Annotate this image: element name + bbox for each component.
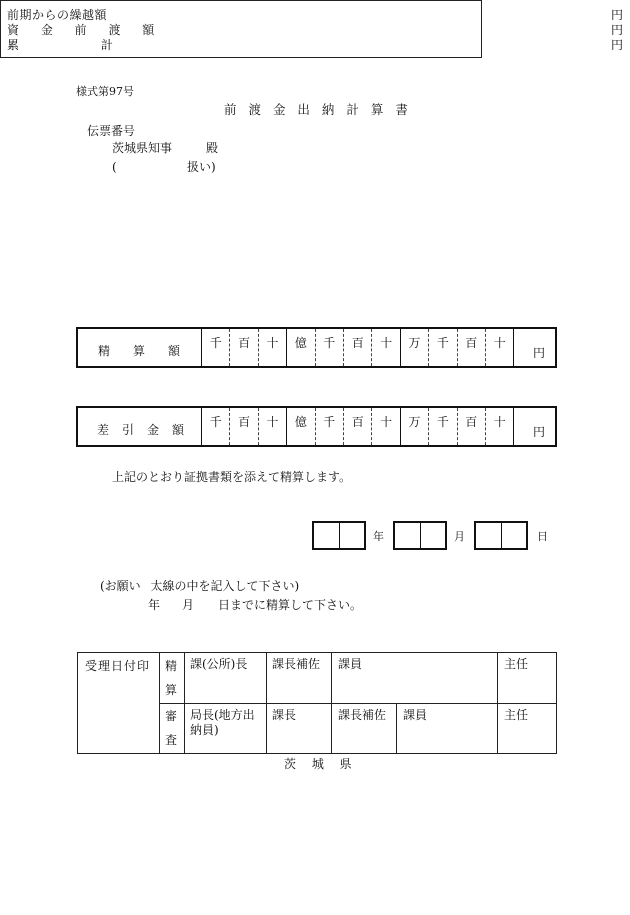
year-input-box[interactable]	[312, 521, 366, 550]
digit-cell[interactable]	[230, 408, 258, 445]
digit-unit-label: 十	[380, 336, 393, 350]
day-label: 日	[537, 530, 548, 543]
deputy-chief-label: 課長補佐	[272, 657, 321, 671]
settle-char: 算	[165, 683, 178, 697]
digit-unit-label: 千	[436, 336, 449, 350]
digit-cell[interactable]	[230, 329, 258, 366]
chief-label: 主任	[504, 708, 529, 722]
label-char: 引	[122, 423, 135, 437]
digit-unit-label: 億	[294, 336, 307, 350]
digit-cell[interactable]	[259, 329, 287, 366]
form-number: 様式第97号	[76, 85, 134, 98]
director-label: 局長(地方出	[190, 708, 255, 722]
digit-cell[interactable]	[429, 408, 457, 445]
staff-label: 課員	[338, 657, 363, 671]
advance-label: 資 金 前 渡 額	[7, 23, 164, 37]
digit-cell[interactable]	[458, 329, 486, 366]
digit-cell[interactable]	[401, 408, 429, 445]
chief-label: 主任	[504, 657, 529, 671]
deputy-chief-label: 課長補佐	[338, 708, 387, 722]
difference-amount-box	[76, 406, 557, 447]
deadline-year: 年	[148, 598, 161, 612]
digit-unit-label: 万	[408, 415, 421, 429]
carryover-label: 前期からの繰越額	[7, 8, 108, 22]
label-char: 額	[168, 344, 181, 358]
carryover-row	[7, 6, 623, 20]
honorific: 殿	[206, 141, 219, 155]
digit-cell[interactable]	[316, 329, 344, 366]
approval-table	[77, 652, 557, 754]
page-title: 前 渡 金 出 納 計 算 書	[224, 102, 412, 117]
yen-unit: 円	[532, 425, 545, 439]
digit-unit-label: 百	[238, 336, 251, 350]
digit-cell[interactable]	[372, 408, 400, 445]
digit-cell[interactable]	[287, 408, 315, 445]
digit-unit-label: 十	[380, 415, 393, 429]
cumulative-label: 累 計	[7, 38, 113, 52]
request-note: (お願い 太線の中を記入して下さい)	[100, 579, 300, 593]
label-char: 差	[97, 423, 110, 437]
digit-unit-label: 万	[408, 336, 421, 350]
digit-unit-label: 十	[493, 336, 506, 350]
digit-cell[interactable]	[486, 329, 514, 366]
digit-cell[interactable]	[287, 329, 315, 366]
advance-row	[7, 21, 623, 35]
label-char: 算	[133, 344, 146, 358]
digit-cell[interactable]	[344, 408, 372, 445]
deadline-text: 日までに精算して下さい。	[218, 598, 363, 612]
digit-unit-label: 千	[209, 336, 222, 350]
label-char: 額	[172, 423, 185, 437]
carryover-box	[0, 0, 623, 58]
footer-prefecture: 茨 城 県	[284, 757, 358, 771]
label-char: 精	[98, 344, 111, 358]
digit-cell[interactable]	[259, 408, 287, 445]
staff-label: 課員	[403, 708, 428, 722]
section-chief-label: 課長	[272, 708, 297, 722]
yen-unit: 円	[610, 8, 623, 22]
settlement-amount-box	[76, 327, 557, 368]
yen-unit: 円	[610, 38, 623, 52]
digit-cell[interactable]	[316, 408, 344, 445]
digit-unit-label: 千	[323, 336, 336, 350]
digit-unit-label: 十	[266, 336, 279, 350]
handler-close: 扱い)	[187, 160, 216, 174]
digit-cell[interactable]	[401, 329, 429, 366]
digit-cell[interactable]	[486, 408, 514, 445]
section-chief-label: 課(公所)長	[190, 657, 248, 671]
day-input-box[interactable]	[474, 521, 528, 550]
month-input-box[interactable]	[393, 521, 447, 550]
statement-text: 上記のとおり証拠書類を添えて精算します。	[112, 470, 352, 484]
yen-unit: 円	[610, 23, 623, 37]
yen-unit: 円	[532, 346, 545, 360]
addressee: 茨城県知事	[112, 141, 173, 155]
settle-char: 精	[165, 659, 178, 673]
digit-unit-label: 千	[209, 415, 222, 429]
voucher-label: 伝票番号	[87, 124, 136, 138]
digit-cell[interactable]	[344, 329, 372, 366]
audit-char: 査	[165, 733, 178, 747]
deadline-month: 月	[182, 598, 195, 612]
year-label: 年	[373, 530, 384, 543]
digit-cell[interactable]	[458, 408, 486, 445]
handler-open: (	[112, 160, 117, 174]
digit-unit-label: 千	[323, 415, 336, 429]
month-label: 月	[454, 530, 465, 543]
digit-unit-label: 百	[465, 336, 478, 350]
digit-unit-label: 十	[493, 415, 506, 429]
settlement-label	[78, 329, 202, 366]
audit-char: 審	[165, 709, 178, 723]
digit-unit-label: 百	[465, 415, 478, 429]
director-label-2: 納員)	[190, 723, 219, 737]
digit-cell[interactable]	[429, 329, 457, 366]
label-char: 金	[147, 423, 160, 437]
digit-unit-label: 百	[351, 336, 364, 350]
digit-cell[interactable]	[202, 329, 230, 366]
digit-cell[interactable]	[372, 329, 400, 366]
difference-label	[78, 408, 202, 445]
digit-unit-label: 百	[351, 415, 364, 429]
digit-unit-label: 十	[266, 415, 279, 429]
digit-cell[interactable]	[202, 408, 230, 445]
digit-unit-label: 千	[436, 415, 449, 429]
digit-unit-label: 百	[238, 415, 251, 429]
digit-unit-label: 億	[294, 415, 307, 429]
cumulative-row	[7, 36, 623, 50]
receipt-date-stamp-label: 受理日付印	[85, 659, 151, 673]
